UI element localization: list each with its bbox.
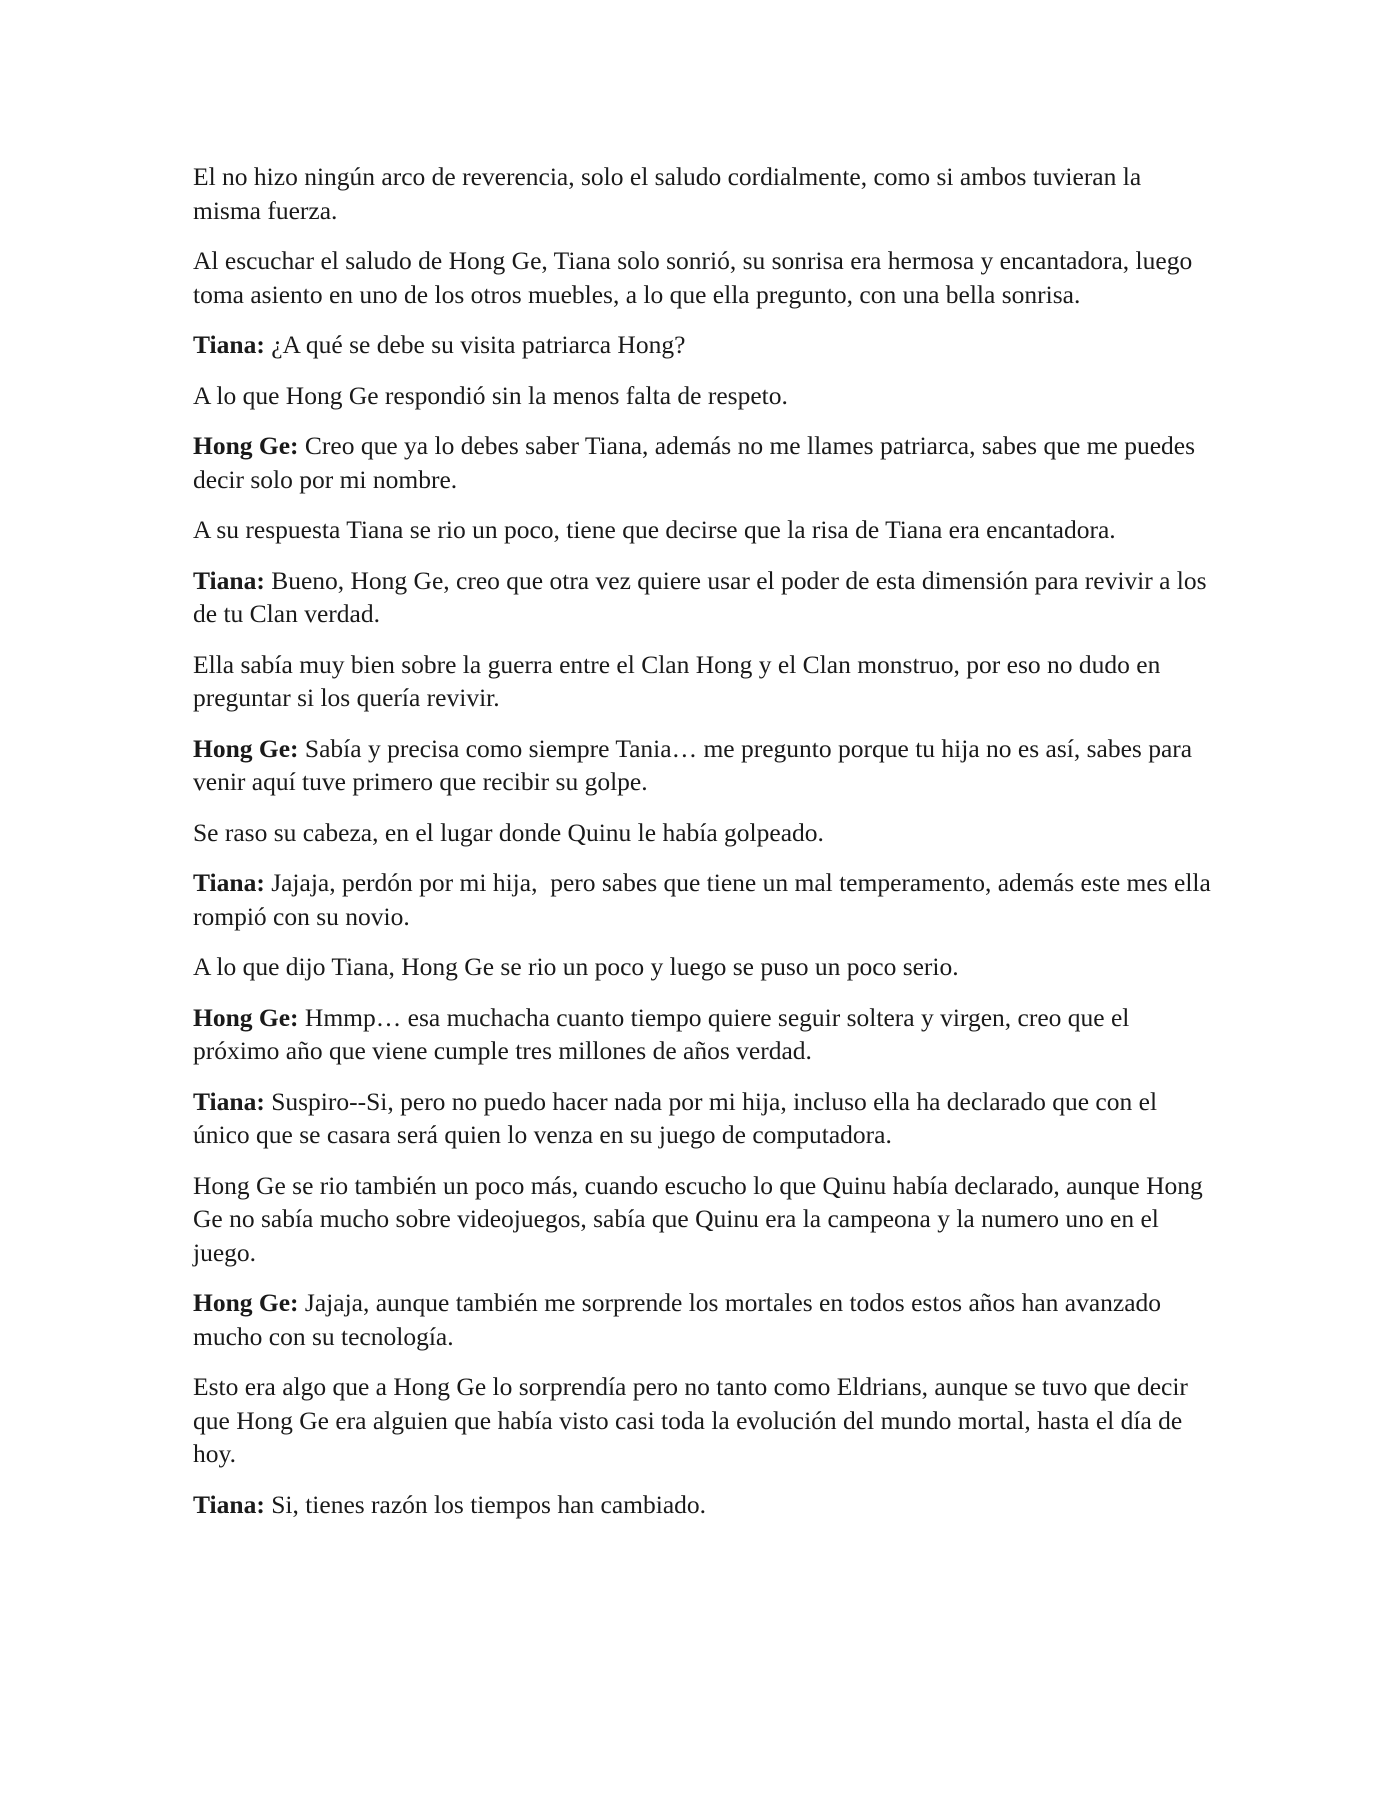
speaker-label: Hong Ge:: [193, 1288, 299, 1317]
dialogue-hongge-4: [193, 1286, 1213, 1353]
document-page: [193, 160, 1218, 1538]
speaker-label: Hong Ge:: [193, 431, 299, 460]
speaker-label: Hong Ge:: [193, 733, 299, 763]
paragraph-6: [193, 513, 1213, 547]
paragraph-text: A lo que dijo Tiana, Hong Ge se rio un poco y luego se puso un poco serio.: [193, 952, 959, 981]
paragraph-text: Se raso su cabeza, en el lugar donde Quinu le había golpeado.: [193, 817, 824, 847]
dialogue-text: Bueno, Hong Ge, creo que otra vez quiere usar el poder de esta dimensión para revivir a los de tu Clan verdad.: [193, 565, 1213, 628]
paragraph-text: Esto era algo que a Hong Ge lo sorprendía pero no tanto como Eldrians, aunque se tuvo que decir que Hong Ge era alguien que había visto casi toda la evolución del mundo mortal, hasta el día de hoy.: [193, 1372, 1195, 1468]
paragraph-text: Al escuchar el saludo de Hong Ge, Tiana solo sonrió, su sonrisa era hermosa y encantadora, luego toma asiento en uno de los otros muebles, a lo que ella pregunto, con una bella sonrisa.: [193, 246, 1199, 309]
speaker-label: Tiana:: [193, 565, 265, 595]
paragraph-text: A lo que Hong Ge respondió sin la menos falta de respeto.: [193, 380, 788, 410]
dialogue-text: Creo que ya lo debes saber Tiana, además no me llames patriarca, sabes que me puedes decir solo por mi nombre.: [193, 431, 1202, 494]
dialogue-hongge-1: [193, 429, 1213, 496]
speaker-label: Tiana:: [193, 868, 265, 897]
dialogue-tiana-1: [193, 328, 1213, 362]
paragraph-10: [193, 816, 1213, 850]
dialogue-text: ¿A qué se debe su visita patriarca Hong?: [264, 330, 686, 359]
dialogue-text: Jajaja, perdón por mi hija, pero sabes que tiene un mal temperamento, además este mes ella rompió con su novio.: [193, 868, 1218, 931]
speaker-label: Tiana:: [193, 330, 265, 359]
speaker-label: Hong Ge:: [193, 1002, 299, 1032]
paragraph-15: [193, 1169, 1213, 1270]
dialogue-text: Sabía y precisa como siempre Tania… me pregunto porque tu hija no es así, sabes para venir aquí tuve primero que recibir su golpe.: [193, 733, 1199, 796]
dialogue-text: Suspiro--Si, pero no puedo hacer nada por mi hija, incluso ella ha declarado que con el único que se casara será quien lo venza en su juego de computadora.: [193, 1086, 1164, 1149]
speaker-label: Tiana:: [193, 1489, 265, 1519]
dialogue-tiana-4: [193, 1085, 1213, 1152]
dialogue-text: Si, tienes razón los tiempos han cambiado.: [264, 1489, 707, 1519]
paragraph-8: [193, 648, 1213, 715]
dialogue-hongge-3: [193, 1001, 1213, 1068]
speaker-label: Tiana:: [193, 1086, 265, 1116]
paragraph-12: [193, 950, 1213, 984]
paragraph-text: A su respuesta Tiana se rio un poco, tiene que decirse que la risa de Tiana era encantadora.: [193, 515, 1116, 544]
dialogue-tiana-2: [193, 564, 1213, 631]
dialogue-tiana-3: [193, 866, 1218, 933]
dialogue-text: Jajaja, aunque también me sorprende los mortales en todos estos años han avanzado mucho con su tecnología.: [193, 1288, 1168, 1351]
paragraph-text: El no hizo ningún arco de reverencia, solo el saludo cordialmente, como si ambos tuvieran la misma fuerza.: [193, 162, 1148, 225]
paragraph-1: [193, 160, 1213, 227]
dialogue-hongge-2: [193, 732, 1213, 799]
dialogue-text: Hmmp… esa muchacha cuanto tiempo quiere seguir soltera y virgen, creo que el próximo año que viene cumple tres millones de años verdad.: [193, 1002, 1136, 1065]
dialogue-tiana-5: [193, 1488, 1213, 1522]
paragraph-2: [193, 244, 1213, 311]
paragraph-17: [193, 1370, 1213, 1471]
paragraph-text: Hong Ge se rio también un poco más, cuando escucho lo que Quinu había declarado, aunque Hong Ge no sabía mucho sobre videojuegos, sabía que Quinu era la campeona y la numero uno en el juego.: [193, 1170, 1210, 1267]
paragraph-4: [193, 379, 1213, 413]
paragraph-text: Ella sabía muy bien sobre la guerra entre el Clan Hong y el Clan monstruo, por eso no dudo en preguntar si los quería revivir.: [193, 649, 1167, 712]
